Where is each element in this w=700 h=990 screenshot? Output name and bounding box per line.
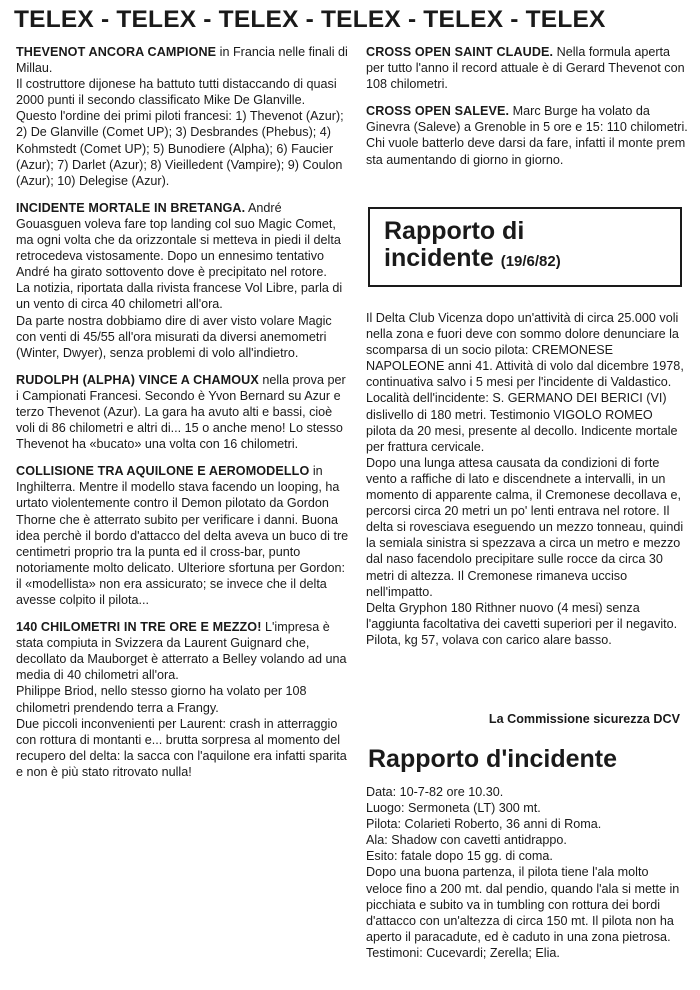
news-item: [16, 372, 350, 452]
news-paragraph: [16, 619, 350, 683]
report-paragraph: Località dell'incidente: S. GERMANO DEI BERICI (VI) dislivello di 180 metri. Testimonio VIGOLO ROMEO pilota da 20 mesi, presente al decollo. Indicente mortale per frattura cervicale.: [366, 391, 678, 454]
news-lead: Nella formula aperta per tutto l'anno il record attuale è di Gerard Thevenot con 108 chilometri.: [366, 45, 685, 92]
news-headline: 140 CHILOMETRI IN TRE ORE E MEZZO!: [16, 620, 262, 635]
news-headline: THEVENOT ANCORA CAMPIONE: [16, 45, 217, 59]
report-date: (19/6/82): [500, 253, 561, 270]
news-lead: André Gouasguen voleva fare top landing col suo Magic Comet, ma ogni volta che da orizzontale si metteva in piedi il delta retrocedeva vistosamente. Dopo un ennesimo tentativo André ha girato sottovento dove è precipitato nel rotore.: [16, 200, 341, 280]
news-lead: L'impresa è stata compiuta in Svizzera da Laurent Guignard che, decollato da Mauborget è atterrato a Belley volando ad una media di 40 chilometri all'ora.: [16, 620, 347, 683]
news-item: [366, 44, 688, 92]
news-lead: in Inghilterra. Mentre il modello stava facendo un looping, ha urtato violentemente contro il Demon pilotato da Gordon Thorne che è atterrato subito per verificare i danni. Buona idea perchè il bordo d'attacco del delta aveva un buco di tre centimetri proprio tra la punta ed il cross-bar, punto notoriamente molto delicato. Ulteriore sfortuna per Gordon: il «modellista» non era assicurato; se invece che il delta avesse colpito il pilota...: [16, 464, 349, 607]
report2-line: Esito: fatale dopo 15 gg. di coma.: [366, 849, 553, 864]
report-title-line2: [384, 245, 561, 275]
report-title-word: incidente: [384, 244, 494, 272]
news-paragraph: [366, 44, 688, 92]
report2-title: Rapporto d'incidente: [368, 745, 617, 773]
news-lead: Marc Burge ha volato da Ginevra (Saleve) a Grenoble in 5 ore e 15: 110 chilometri. Chi vuole batterlo deve darsi da fare, infatti il monte prem sta aumentando di giorno in giorno.: [366, 104, 688, 167]
news-paragraph: Il costruttore dijonese ha battuto tutti distaccando di quasi 2000 punti il secondo classificato Mike De Glanville.: [16, 77, 337, 108]
news-paragraph: [16, 372, 350, 452]
news-paragraph: Da parte nostra dobbiamo dire di aver visto volare Magic con venti di 45/55 all'ora misurati da diversi anemometri (Winter, Dwyer), senza problemi di volo all'indietro.: [16, 313, 332, 360]
report2-line: Data: 10-7-82 ore 10.30.: [366, 785, 504, 799]
report2-line: Pilota: Colarieti Roberto, 36 anni di Roma.: [366, 817, 602, 832]
left-column: [16, 44, 350, 791]
report2-body: [366, 784, 686, 961]
news-headline: INCIDENTE MORTALE IN BRETANGA.: [16, 200, 246, 215]
report-body: [366, 310, 686, 648]
news-item: [16, 200, 350, 361]
news-item: [366, 103, 688, 167]
report-title-line1: Rapporto di: [384, 217, 525, 245]
report-paragraph: Dopo una lunga attesa causata da condizioni di forte vento a raffiche di lato e discendnete a intervalli, in un momento di apparente calma, il Cremonese decollava e, percorsi circa 20 metri un po' lenti entrava nel rotore. Il delta si rovesciava eseguendo un mezzo tonneau, quindi la semiala sinistra si spezzava a circa un metro e mezzo dal naso facendolo precipitare sulle rocce da circa 30 metri di altezza. Il Cremonese rimaneva ucciso nell'impatto.: [366, 455, 684, 599]
report2-line: Testimoni: Cucevardi; Zerella; Elia.: [366, 945, 560, 960]
masthead-title: TELEX - TELEX - TELEX - TELEX - TELEX - TELEX: [14, 6, 606, 33]
report2-line: Luogo: Sermoneta (LT) 300 mt.: [366, 801, 541, 816]
report2-line: Ala: Shadow con cavetti antidrappo.: [366, 833, 567, 848]
report-paragraph: Delta Gryphon 180 Rithner nuovo (4 mesi) senza l'aggiunta facoltativa dei cavetti superiori per il negavito. Pilota, kg 57, volava con carico alare basso.: [366, 600, 678, 647]
news-lead: in Francia nelle finali di Millau.: [16, 45, 348, 76]
report-title-box: [368, 207, 682, 287]
news-headline: RUDOLPH (ALPHA) VINCE A CHAMOUX: [16, 372, 259, 387]
news-paragraph: [366, 103, 688, 167]
news-paragraph: Philippe Briod, nello stesso giorno ha volato per 108 chilometri prendendo terra a Frangy.: [16, 684, 307, 715]
report-paragraph: Il Delta Club Vicenza dopo un'attività di circa 25.000 voli nella zona e fuori deve con sommo dolore denunciare la scomparsa di un socio pilota: CREMONESE NAPOLEONE anni 41. Attività di volo dal dicembre 1978, continuativa salvo i 5 mesi per l'incidente di Valdastico.: [366, 311, 684, 390]
news-paragraph: Questo l'ordine dei primi piloti francesi: 1) Thevenot (Azur); 2) De Glanville (Comet UP); 3) Desbrandes (Phebus); 4) Kohmstedt (Comet UP); 5) Bunodiere (Alpha); 6) Faucier (Azur); 7) Darlet (Azur); 8) Vieilledent (Vampire); 9) Coulon (Azur); 10) Delegise (Azur).: [16, 109, 344, 188]
news-item: [16, 619, 350, 780]
news-paragraph: [16, 463, 350, 608]
news-item: [16, 463, 350, 608]
news-paragraph: [16, 200, 350, 280]
report2-line: Dopo una buona partenza, il pilota tiene l'ala molto veloce fino a 200 mt. dal pendio, quando l'ala si mette in picchiata e subito va in tumbling con rottura dei bordi d'attacco con un'altezza di circa 150 mt. Il pilota non ha aperto il paracadute, ed è caduto in una zona pietrosa.: [366, 865, 680, 944]
news-paragraph: La notizia, riportata dalla rivista francese Vol Libre, parla di un vento di circa 40 chilometri all'ora.: [16, 281, 343, 312]
news-headline: CROSS OPEN SALEVE.: [366, 104, 510, 119]
news-headline: COLLISIONE TRA AQUILONE E AEROMODELLO: [16, 464, 310, 479]
news-paragraph: [16, 44, 350, 76]
news-headline: CROSS OPEN SAINT CLAUDE.: [366, 45, 554, 59]
news-lead: nella prova per i Campionati Francesi. Secondo è Yvon Bernard su Azur e terzo Thevenot (Azur). La gara ha avuto alti e bassi, cioè voli di 86 chilometri e altri di... 15 o anche meno! Lo stesso Thevenot ha «bucato» una volta con 16 chilometri.: [16, 372, 346, 452]
news-paragraph: Due piccoli inconvenienti per Laurent: crash in atterraggio con rottura di montanti e... brutta sorpresa al momento del recupero del delta: la sacca con l'aquilone era infatti sparita e non è più stato ritrovato nulla!: [16, 716, 347, 779]
report-title: [384, 218, 561, 275]
right-column: [366, 44, 688, 179]
news-item: [16, 44, 350, 189]
report-signature: La Commissione sicurezza DCV: [488, 712, 680, 726]
